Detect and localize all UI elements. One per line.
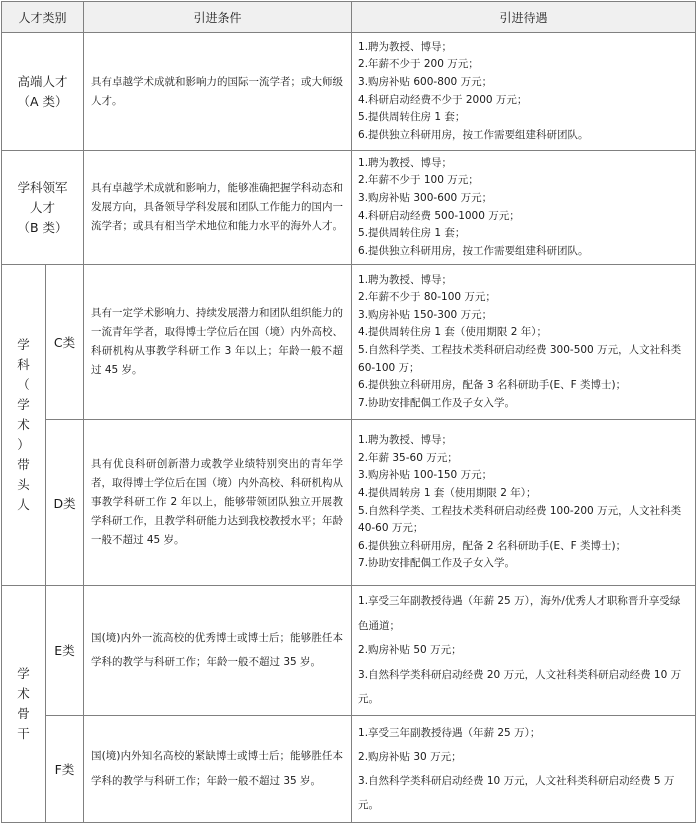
- treatment-item: 6.提供独立科研用房，配备 3 名科研助手(E、F 类博士)；: [358, 379, 627, 392]
- subcategory-e: E类: [46, 586, 84, 716]
- treatment-item: 4.科研启动经费不少于 2000 万元；: [358, 93, 528, 106]
- condition-a: 具有卓越学术成就和影响力的国际一流学者；或大师级人才。: [84, 33, 352, 151]
- condition-e: 国(境)内外一流高校的优秀博士或博士后；能够胜任本学科的教学与科研工作；年龄一般不超过 35 岁。: [84, 586, 352, 716]
- treatment-item: 5.自然科学类、工程技术类科研启动经费 100-200 万元，人文社科类 40-60 万元；: [358, 504, 682, 535]
- treatment-item: 1.聘为教授、博导；: [358, 273, 453, 286]
- treatment-item: 1.享受三年副教授待遇（年薪 25 万）；: [358, 726, 541, 739]
- header-treatment: 引进待遇: [352, 2, 696, 33]
- treatment-item: 5.自然科学类、工程技术类科研启动经费 300-500 万元，人文社科类 60-100 万；: [358, 344, 682, 374]
- group-cd-char: 学: [17, 397, 30, 412]
- subcategory-c: C类: [46, 265, 84, 420]
- group-ef-char: 学: [17, 665, 30, 681]
- category-a-code: （A 类）: [17, 93, 68, 109]
- treatment-item: 7.协助安排配偶工作及子女入学。: [358, 396, 516, 409]
- header-conditions: 引进条件: [84, 2, 352, 33]
- condition-b: 具有卓越学术成就和影响力，能够准确把握学科动态和发展方向，具备领导学科发展和团队工作能力的国内一流学者；或具有相当学术地位和能力水平的海外人才。: [84, 151, 352, 265]
- condition-d: 具有优良科研创新潜力或教学业绩特别突出的青年学者，取得博士学位后在国（境）内外高校、科研机构从事教学科研工作 2 年以上，能够带领团队独立开展教学科研工作，且教学科研能力达到我校教授水平；年龄一般不超过 45 岁。: [84, 420, 352, 586]
- treatment-item: 2.年薪不少于 100 万元；: [358, 174, 479, 187]
- group-cd-char: ）: [17, 437, 30, 452]
- group-ef-char: 干: [17, 725, 30, 741]
- category-b-name: 学科领军: [17, 179, 68, 195]
- row-f: [2, 715, 696, 822]
- treatment-item: 1.享受三年副教授待遇（年薪 25 万），海外/优秀人才职称晋升享受绿色通道；: [358, 595, 681, 632]
- subcategory-f: F类: [46, 715, 84, 822]
- treatment-item: 5.提供周转住房 1 套；: [358, 111, 466, 124]
- treatment-item: 3.自然科学类科研启动经费 10 万元，人文社科类科研启动经费 5 万元。: [358, 774, 675, 811]
- group-cd-char: 带: [17, 457, 30, 472]
- group-cd-char: 人: [17, 497, 30, 512]
- treatment-b: [352, 151, 696, 265]
- treatment-item: 1.聘为教授、博导；: [358, 156, 453, 169]
- group-cd-char: （: [17, 377, 30, 392]
- group-ef-char: 骨: [17, 705, 30, 721]
- category-group-cd: [2, 265, 46, 586]
- condition-f: 国(境)内外知名高校的紧缺博士或博士后；能够胜任本学科的教学与科研工作；年龄一般不超过 35 岁。: [84, 715, 352, 822]
- treatment-a: [352, 33, 696, 151]
- row-d: [2, 420, 696, 586]
- treatment-item: 2.年薪 35-60 万元；: [358, 451, 458, 464]
- treatment-item: 4.提供周转住房 1 套（使用期限 2 年）；: [358, 326, 547, 339]
- group-cd-char: 术: [17, 417, 30, 432]
- row-c: [2, 265, 696, 420]
- treatment-f: [352, 715, 696, 822]
- treatment-e: [352, 586, 696, 716]
- treatment-item: 3.购房补贴 600-800 万元；: [358, 75, 493, 88]
- category-group-ef: [2, 586, 46, 823]
- header-category: 人才类别: [2, 2, 84, 33]
- treatment-item: 3.自然科学类科研启动经费 20 万元，人文社科类科研启动经费 10 万元。: [358, 668, 682, 705]
- condition-c: 具有一定学术影响力、持续发展潜力和团队组织能力的一流青年学者，取得博士学位后在国（境）内外高校、科研机构从事教学科研工作 3 年以上；年龄一般不超过 45 岁。: [84, 265, 352, 420]
- treatment-item: 5.提供周转住房 1 套；: [358, 227, 466, 240]
- treatment-item: 6.提供独立科研用房，按工作需要组建科研团队。: [358, 128, 589, 141]
- treatment-item: 2.购房补贴 30 万元；: [358, 750, 462, 763]
- treatment-item: 4.提供周转房 1 套（使用期限 2 年）；: [358, 486, 537, 499]
- row-e: [2, 586, 696, 716]
- treatment-item: 3.购房补贴 150-300 万元；: [358, 308, 493, 321]
- treatment-item: 1.聘为教授、博导；: [358, 434, 453, 447]
- group-cd-char: 学: [17, 337, 30, 352]
- treatment-item: 3.购房补贴 100-150 万元；: [358, 469, 493, 482]
- category-b-code: （B 类）: [17, 219, 68, 235]
- category-b: [2, 151, 84, 265]
- group-cd-char: 头: [17, 477, 30, 492]
- treatment-item: 4.科研启动经费 500-1000 万元；: [358, 209, 520, 222]
- treatment-item: 2.购房补贴 50 万元；: [358, 644, 462, 656]
- row-a: [2, 33, 696, 151]
- treatment-item: 7.协助安排配偶工作及子女入学。: [358, 557, 516, 570]
- group-cd-char: 科: [17, 357, 30, 372]
- category-a: [2, 33, 84, 151]
- treatment-item: 2.年薪不少于 80-100 万元；: [358, 291, 496, 304]
- treatment-item: 6.提供独立科研用房，配备 2 名科研助手(E、F 类博士)；: [358, 539, 627, 552]
- treatment-item: 1.聘为教授、博导；: [358, 40, 453, 53]
- treatment-item: 3.购房补贴 300-600 万元；: [358, 191, 493, 204]
- treatment-item: 6.提供独立科研用房，按工作需要组建科研团队。: [358, 244, 589, 257]
- row-b: [2, 151, 696, 265]
- talent-table: [1, 1, 696, 823]
- treatment-c: [352, 265, 696, 420]
- header-row: [2, 2, 696, 33]
- treatment-d: [352, 420, 696, 586]
- subcategory-d: D类: [46, 420, 84, 586]
- category-b-name-2: 人才: [30, 199, 56, 215]
- category-a-name: 高端人才: [17, 73, 68, 89]
- group-ef-char: 术: [17, 685, 30, 701]
- treatment-item: 2.年薪不少于 200 万元；: [358, 58, 479, 71]
